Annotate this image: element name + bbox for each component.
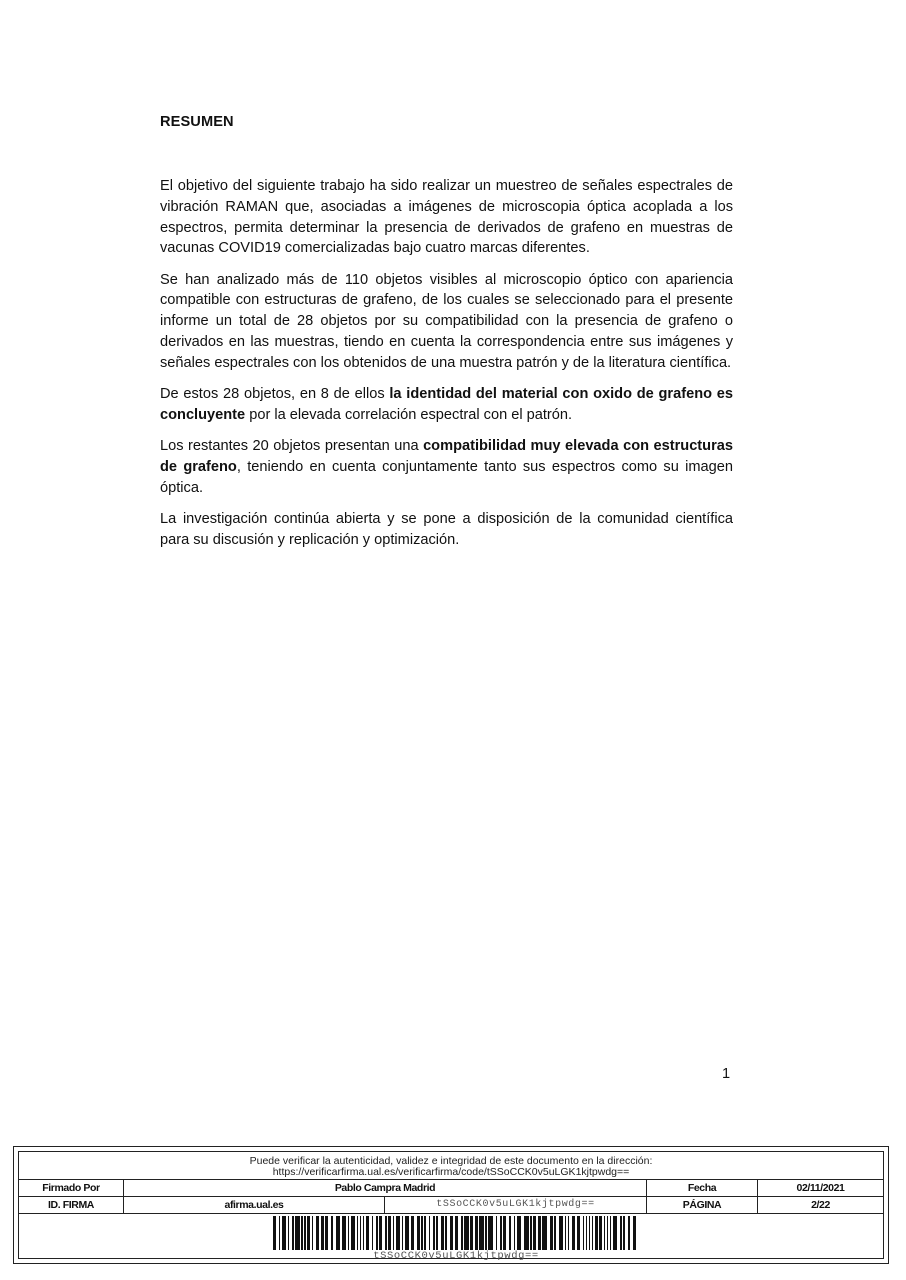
date-label: Fecha [647,1180,758,1196]
page-value: 2/22 [811,1199,830,1211]
text-run: Se han analizado más de 110 objetos visibles al microscopio óptico con apariencia compatible con estructuras de grafeno, de los cuales se seleccionado para el presente informe un total de 28 objetos por su compatibilidad con la presencia de grafeno o derivados en las muestras, tiendo en cuenta la correspondencia entre sus imágenes y señales espectrales con los obtenidos de una muestra patrón y de la literatura científica. [160,271,733,371]
paragraph [160,436,733,498]
emphasized-text: la identidad del material con oxido de grafeno es concluyente [160,386,733,423]
barcode-area [19,1214,883,1262]
verification-text: Puede verificar la autenticidad, validez e integridad de este documento en la dirección: [249,1155,653,1167]
paragraph [160,509,733,551]
signature-id-row [19,1197,883,1214]
emphasized-text: compatibilidad muy elevada con estructuras de grafeno [160,438,733,476]
paragraph [160,270,733,374]
barcode-text: tSSoCCK0v5uLGK1kjtpwdg== [373,1250,539,1262]
abstract-body [160,176,733,561]
text-run: Los restantes 20 objetos presentan una [160,438,424,455]
signed-by-label: Firmado Por [19,1180,124,1196]
barcode-icon [273,1216,639,1250]
text-run: La investigación continúa abierta y se pone a disposición de la comunidad científica para su discusión y replicación y optimización. [160,511,733,548]
text-run: El objetivo del siguiente trabajo ha sido realizar un muestreo de señales espectrales de vibración RAMAN que, asociadas a imágenes de microscopia óptica acoplada a los espectros, permita determinar la presencia de derivados de grafeno en muestras de vacunas COVID19 comercializadas bajo cuatro marcas diferentes. [160,178,733,257]
section-heading: RESUMEN [160,114,234,130]
verification-url[interactable]: https://verificarfirma.ual.es/verificarfirma/code/tSSoCCK0v5uLGK1kjtpwdg== [272,1166,630,1178]
page-label: PÁGINA [647,1197,758,1213]
paragraph [160,176,733,259]
signature-footer [13,1146,889,1264]
paragraph [160,384,733,426]
date-value: 02/11/2021 [796,1182,845,1194]
signature-table [18,1151,884,1262]
text-run: , teniendo en cuenta conjuntamente tanto sus espectros como su imagen óptica. [160,459,733,496]
page-number: 1 [722,1066,731,1082]
signature-host: afirma.ual.es [124,1197,385,1213]
text-run: por la elevada correlación espectral con el patrón. [245,406,573,423]
signer-name: Pablo Campra Madrid [124,1180,647,1196]
signed-by-row [19,1180,883,1197]
signature-code: tSSoCCK0v5uLGK1kjtpwdg== [385,1197,647,1213]
signature-id-label: ID. FIRMA [19,1197,124,1213]
verification-notice [19,1152,883,1180]
text-run: De estos 28 objetos, en 8 de ellos [160,386,390,403]
